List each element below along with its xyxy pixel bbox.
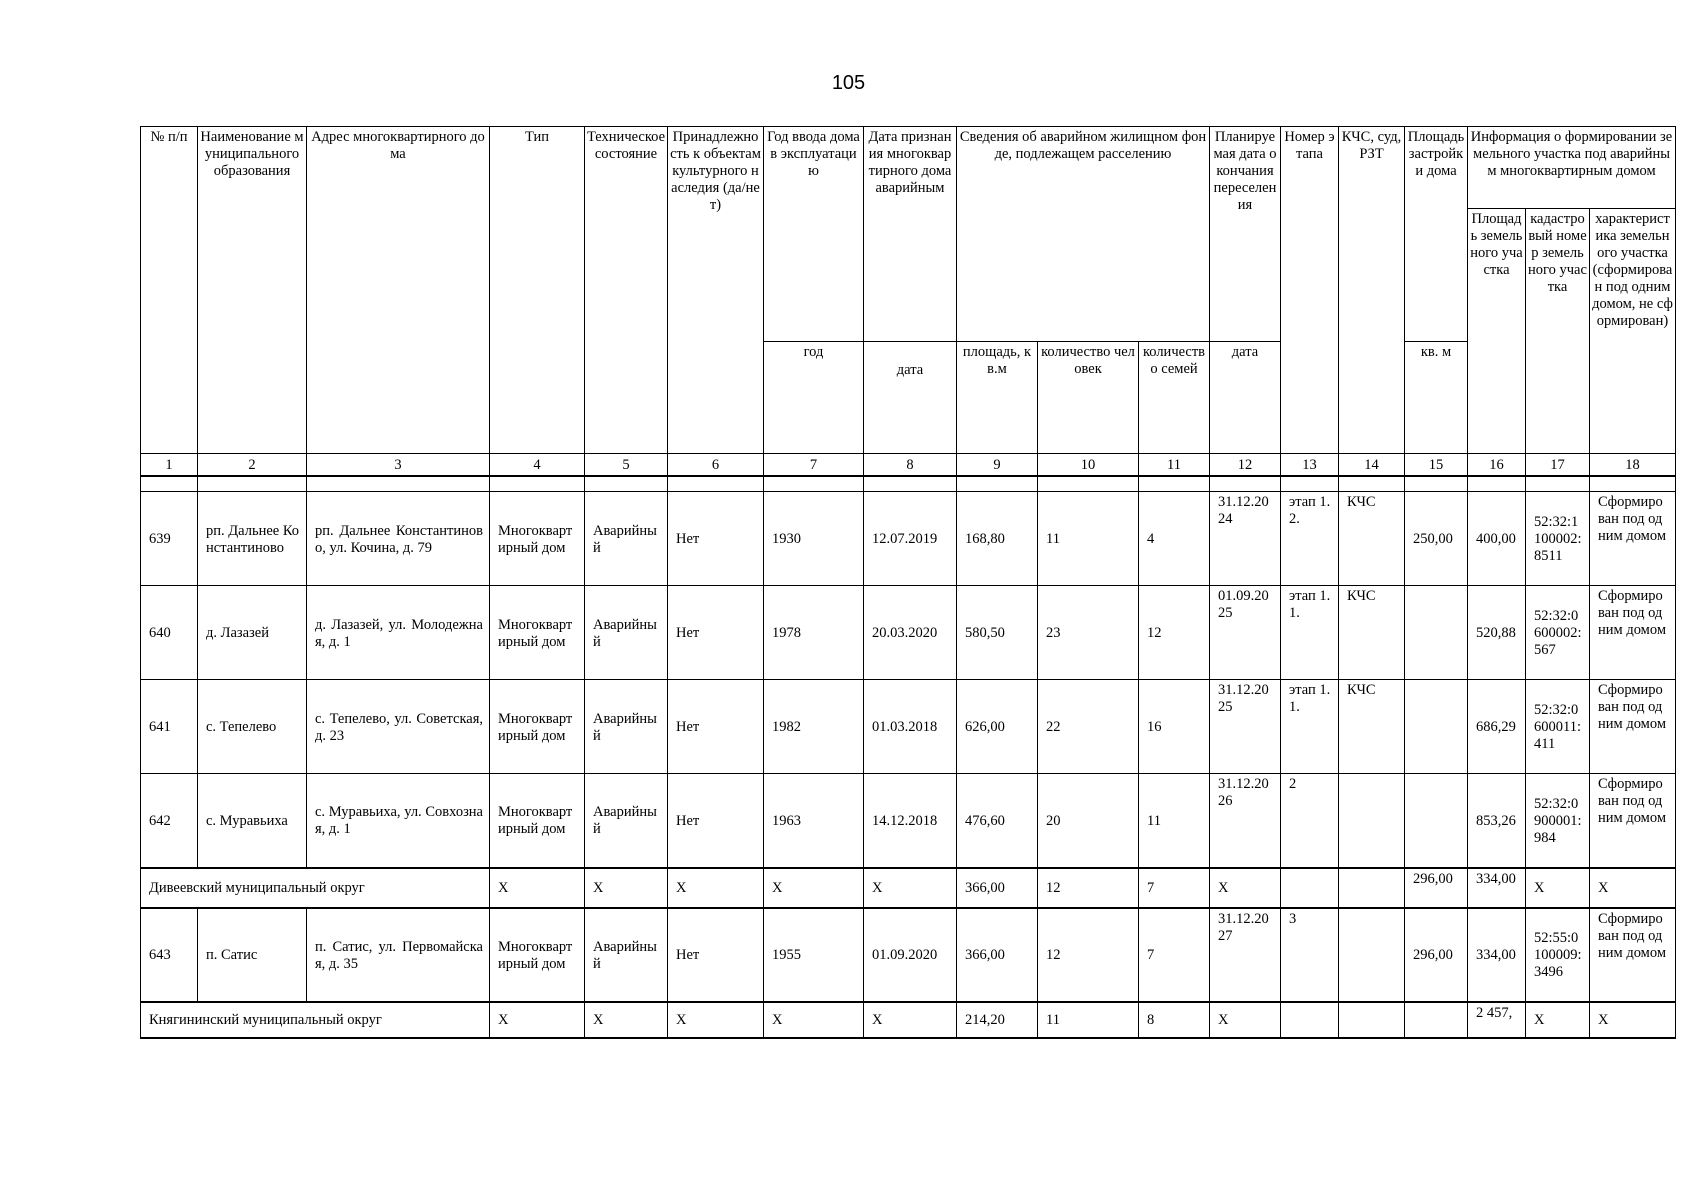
header-year-built: Год ввода дома в эксплуатацию [764, 127, 864, 342]
cell-date: 20.03.2020 [864, 586, 957, 680]
subheader-people: количество человек [1038, 342, 1139, 454]
cell-date: 12.07.2019 [864, 492, 957, 586]
col-num: 13 [1281, 454, 1339, 476]
summary-label: Княгининский муниципальный округ [141, 1002, 490, 1038]
summary-x: X [864, 868, 957, 908]
col-num: 12 [1210, 454, 1281, 476]
cell-kchs: КЧС [1339, 586, 1405, 680]
cell-heritage: Нет [668, 908, 764, 1002]
summary-families: 7 [1139, 868, 1210, 908]
header-emergency-info: Сведения об аварийном жилищном фонде, подлежащем расселению [957, 127, 1210, 342]
cell-people: 22 [1038, 680, 1139, 774]
cell-address: с. Муравьиха, ул. Совхозная, д. 1 [307, 774, 490, 868]
summary-land-area: 2 457, [1468, 1002, 1526, 1038]
subheader-date2: дата [1210, 342, 1281, 454]
cell-year: 1978 [764, 586, 864, 680]
cell-people: 11 [1038, 492, 1139, 586]
cell-stage: 2 [1281, 774, 1339, 868]
cell-state: Аварийный [585, 586, 668, 680]
summary-x: X [864, 1002, 957, 1038]
cell-families: 4 [1139, 492, 1210, 586]
summary-land-area: 334,00 [1468, 868, 1526, 908]
col-num: 11 [1139, 454, 1210, 476]
summary-x: X [1590, 1002, 1676, 1038]
cell-end-date: 31.12.2026 [1210, 774, 1281, 868]
summary-x: X [1526, 1002, 1590, 1038]
cell-municipality: с. Муравьиха [198, 774, 307, 868]
cell-year: 1963 [764, 774, 864, 868]
cell-state: Аварийный [585, 774, 668, 868]
cell-area: 366,00 [957, 908, 1038, 1002]
col-num: 7 [764, 454, 864, 476]
summary-built-area: 296,00 [1405, 868, 1468, 908]
cell-type: Многоквартирный дом [490, 680, 585, 774]
cell-people: 12 [1038, 908, 1139, 1002]
table-row [141, 680, 1676, 774]
summary-x: X [490, 1002, 585, 1038]
cell-built-area [1405, 774, 1468, 868]
cell-kchs: КЧС [1339, 680, 1405, 774]
cell-address: п. Сатис, ул. Первомайская, д. 35 [307, 908, 490, 1002]
summary-x: X [668, 1002, 764, 1038]
header-land-area: Площадь земельного участка [1468, 209, 1526, 454]
cell-date: 14.12.2018 [864, 774, 957, 868]
subheader-area: площадь, кв.м [957, 342, 1038, 454]
cell-built-area: 296,00 [1405, 908, 1468, 1002]
summary-x: X [764, 868, 864, 908]
cell-land-area: 520,88 [1468, 586, 1526, 680]
cell-area: 580,50 [957, 586, 1038, 680]
cell-heritage: Нет [668, 680, 764, 774]
cell-cadastral: 52:55:0100009:3496 [1526, 908, 1590, 1002]
cell-municipality: д. Лазазей [198, 586, 307, 680]
summary-area: 366,00 [957, 868, 1038, 908]
cell-end-date: 31.12.2024 [1210, 492, 1281, 586]
col-num: 17 [1526, 454, 1590, 476]
cell-families: 16 [1139, 680, 1210, 774]
cell-municipality: рп. Дальнее Константиново [198, 492, 307, 586]
cell-municipality: с. Тепелево [198, 680, 307, 774]
cell-cadastral: 52:32:0600011:411 [1526, 680, 1590, 774]
cell-kchs: КЧС [1339, 492, 1405, 586]
cell-built-area [1405, 680, 1468, 774]
header-stage-no: Номер этапа [1281, 127, 1339, 454]
summary-x: X [1210, 1002, 1281, 1038]
cell-state: Аварийный [585, 492, 668, 586]
col-num: 10 [1038, 454, 1139, 476]
header-kchs: КЧС, суд, РЗТ [1339, 127, 1405, 454]
cell-type: Многоквартирный дом [490, 586, 585, 680]
cell-built-area: 250,00 [1405, 492, 1468, 586]
cell-cadastral: 52:32:0900001:984 [1526, 774, 1590, 868]
cell-address: рп. Дальнее Константиново, ул. Кочина, д. 79 [307, 492, 490, 586]
cell-area: 476,60 [957, 774, 1038, 868]
cell-heritage: Нет [668, 492, 764, 586]
cell-type: Многоквартирный дом [490, 774, 585, 868]
cell-land-area: 400,00 [1468, 492, 1526, 586]
header-land-char: характеристика земельного участка (сформирован под одним домом, не сформирован) [1590, 209, 1676, 454]
cell-land-char: Сформирован под одним домом [1590, 680, 1676, 774]
cell-kchs [1339, 908, 1405, 1002]
col-num: 8 [864, 454, 957, 476]
col-num: 16 [1468, 454, 1526, 476]
unit-built-area: кв. м [1405, 342, 1468, 454]
cell-people: 23 [1038, 586, 1139, 680]
summary-x: X [490, 868, 585, 908]
col-num: 5 [585, 454, 668, 476]
cell-land-char: Сформирован под одним домом [1590, 908, 1676, 1002]
summary-area: 214,20 [957, 1002, 1038, 1038]
header-built-area: Площадь застройки дома [1405, 127, 1468, 342]
summary-x: X [668, 868, 764, 908]
cell-year: 1930 [764, 492, 864, 586]
cell-no: 643 [141, 908, 198, 1002]
cell-built-area [1405, 586, 1468, 680]
cell-cadastral: 52:32:0600002:567 [1526, 586, 1590, 680]
cell-address: с. Тепелево, ул. Советская, д. 23 [307, 680, 490, 774]
cell-families: 11 [1139, 774, 1210, 868]
subheader-date: дата [864, 342, 957, 454]
cell-type: Многоквартирный дом [490, 492, 585, 586]
emergency-housing-table [140, 126, 1676, 1039]
header-tech-state: Техническое состояние [585, 127, 668, 454]
cell-families: 12 [1139, 586, 1210, 680]
cell-stage: этап 1.2. [1281, 492, 1339, 586]
cell-end-date: 31.12.2027 [1210, 908, 1281, 1002]
header-municipality: Наименование муниципального образования [198, 127, 307, 454]
col-num: 9 [957, 454, 1038, 476]
cell-kchs [1339, 774, 1405, 868]
cell-land-area: 853,26 [1468, 774, 1526, 868]
header-cadastral: кадастровый номер земельного участка [1526, 209, 1590, 454]
cell-year: 1982 [764, 680, 864, 774]
col-num: 2 [198, 454, 307, 476]
cell-stage: 3 [1281, 908, 1339, 1002]
summary-people: 12 [1038, 868, 1139, 908]
cell-type: Многоквартирный дом [490, 908, 585, 1002]
cell-year: 1955 [764, 908, 864, 1002]
cell-municipality: п. Сатис [198, 908, 307, 1002]
header-address: Адрес многоквартирного дома [307, 127, 490, 454]
summary-label: Дивеевский муниципальный округ [141, 868, 490, 908]
summary-row [141, 1002, 1676, 1038]
summary-x: X [585, 868, 668, 908]
subheader-year: год [764, 342, 864, 454]
cell-people: 20 [1038, 774, 1139, 868]
cell-address: д. Лазазей, ул. Молодежная, д. 1 [307, 586, 490, 680]
header-emergency-date: Дата признания многоквартирного дома аварийным [864, 127, 957, 342]
cell-state: Аварийный [585, 680, 668, 774]
col-num: 6 [668, 454, 764, 476]
cell-land-area: 686,29 [1468, 680, 1526, 774]
col-num: 3 [307, 454, 490, 476]
cell-area: 626,00 [957, 680, 1038, 774]
cell-land-char: Сформирован под одним домом [1590, 774, 1676, 868]
header-type: Тип [490, 127, 585, 454]
header-planned-end: Планируемая дата окончания переселения [1210, 127, 1281, 342]
cell-end-date: 31.12.2025 [1210, 680, 1281, 774]
cell-cadastral: 52:32:1100002:8511 [1526, 492, 1590, 586]
summary-x: X [1210, 868, 1281, 908]
table-row [141, 586, 1676, 680]
summary-x: X [1526, 868, 1590, 908]
cell-land-char: Сформирован под одним домом [1590, 492, 1676, 586]
cell-no: 641 [141, 680, 198, 774]
subheader-families: количество семей [1139, 342, 1210, 454]
col-num: 14 [1339, 454, 1405, 476]
cell-state: Аварийный [585, 908, 668, 1002]
cell-date: 01.09.2020 [864, 908, 957, 1002]
header-num: № п/п [141, 127, 198, 454]
header-land-info: Информация о формировании земельного участка под аварийным многоквартирным домом [1468, 127, 1676, 209]
col-num: 4 [490, 454, 585, 476]
summary-families: 8 [1139, 1002, 1210, 1038]
cell-land-area: 334,00 [1468, 908, 1526, 1002]
summary-people: 11 [1038, 1002, 1139, 1038]
cell-stage: этап 1.1. [1281, 586, 1339, 680]
cell-heritage: Нет [668, 586, 764, 680]
table-row [141, 908, 1676, 1002]
col-num: 18 [1590, 454, 1676, 476]
cell-no: 642 [141, 774, 198, 868]
cell-families: 7 [1139, 908, 1210, 1002]
table-row [141, 492, 1676, 586]
cell-no: 640 [141, 586, 198, 680]
cell-heritage: Нет [668, 774, 764, 868]
summary-x: X [1590, 868, 1676, 908]
summary-x: X [585, 1002, 668, 1038]
cell-date: 01.03.2018 [864, 680, 957, 774]
cell-no: 639 [141, 492, 198, 586]
col-num: 1 [141, 454, 198, 476]
summary-x: X [764, 1002, 864, 1038]
cell-stage: этап 1.1. [1281, 680, 1339, 774]
cell-area: 168,80 [957, 492, 1038, 586]
cell-end-date: 01.09.2025 [1210, 586, 1281, 680]
col-num: 15 [1405, 454, 1468, 476]
cell-land-char: Сформирован под одним домом [1590, 586, 1676, 680]
table-row [141, 774, 1676, 868]
page-number: 105 [831, 72, 866, 94]
summary-row [141, 868, 1676, 908]
header-heritage: Принадлежность к объектам культурного наследия (да/нет) [668, 127, 764, 454]
